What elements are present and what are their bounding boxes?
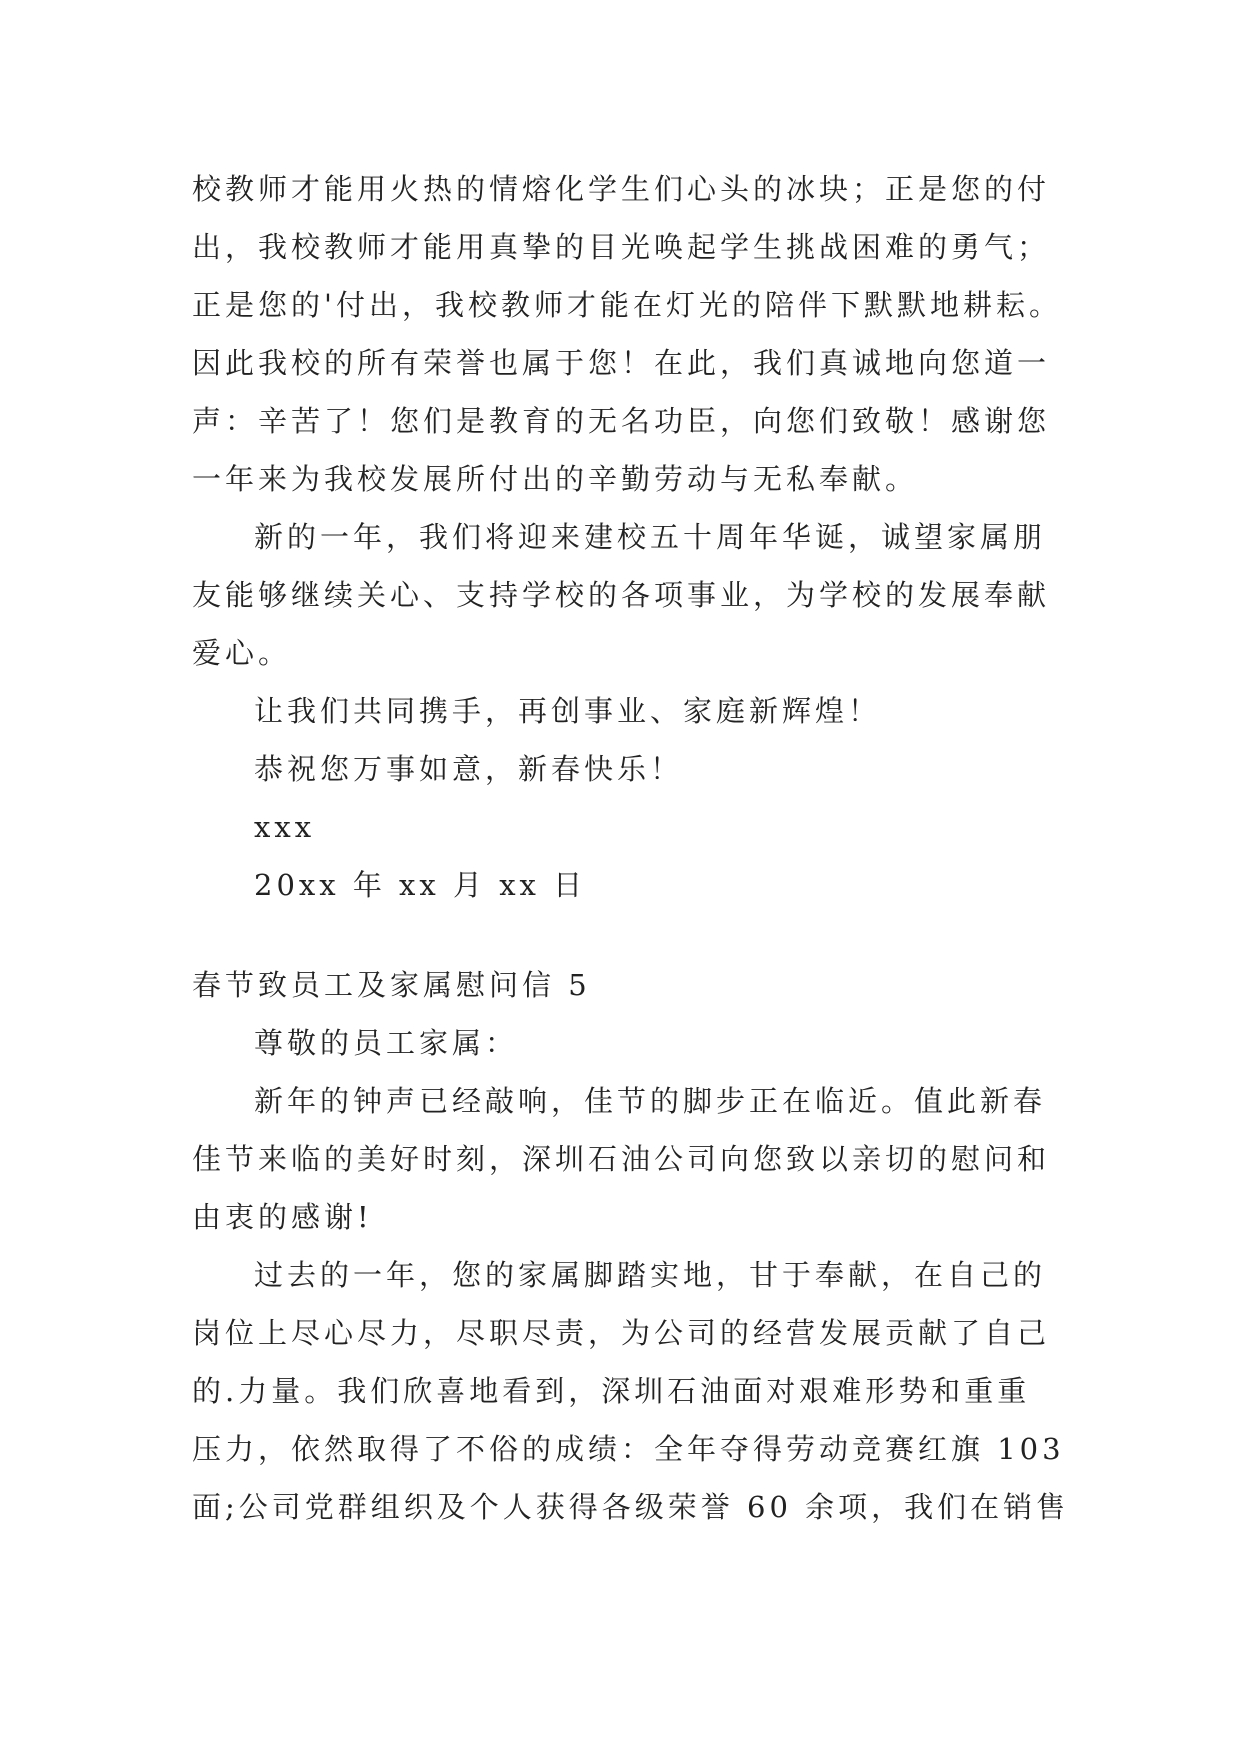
- body-line: 友能够继续关心、支持学校的各项事业，为学校的发展奉献: [192, 578, 1051, 612]
- body-line: 岗位上尽心尽力，尽职尽责，为公司的经营发展贡献了自己: [192, 1316, 1051, 1350]
- body-line: 佳节来临的美好时刻，深圳石油公司向您致以亲切的慰问和: [192, 1142, 1051, 1176]
- section-gap: [192, 914, 1072, 956]
- body-line: 正是您的'付出，我校教师才能在灯光的陪伴下默默地耕耘。: [192, 288, 1062, 322]
- body-line: 爱心。: [192, 636, 292, 670]
- body-line: 面;公司党群组织及个人获得各级荣誉 60 余项，我们在销售: [192, 1490, 1070, 1524]
- body-line: 因此我校的所有荣誉也属于您！在此，我们真诚地向您道一: [192, 346, 1051, 380]
- document-page: [192, 160, 1072, 1536]
- signature: xxx: [254, 810, 316, 844]
- body-line: 的.力量。我们欣喜地看到，深圳石油面对艰难形势和重重: [192, 1374, 1031, 1408]
- body-line: 由衷的感谢!: [192, 1200, 373, 1234]
- closing-line: 恭祝您万事如意，新春快乐！: [254, 752, 684, 786]
- body-line: 出，我校教师才能用真挚的目光唤起学生挑战困难的勇气；: [192, 230, 1051, 264]
- closing-line: 让我们共同携手，再创事业、家庭新辉煌！: [254, 694, 882, 728]
- salutation: 尊敬的员工家属：: [254, 1026, 519, 1060]
- paragraph-start-line: 过去的一年，您的家属脚踏实地，甘于奉献，在自己的: [254, 1258, 1047, 1292]
- paragraph-start-line: 新年的钟声已经敲响，佳节的脚步正在临近。值此新春: [254, 1084, 1047, 1118]
- body-line: 声：辛苦了！您们是教育的无名功臣，向您们致敬！感谢您: [192, 404, 1051, 438]
- date-line: 20xx 年 xx 月 xx 日: [254, 868, 587, 902]
- body-line: 一年来为我校发展所付出的辛勤劳动与无私奉献。: [192, 462, 919, 496]
- section-title: 春节致员工及家属慰问信 5: [192, 968, 591, 1002]
- body-line: 压力，依然取得了不俗的成绩：全年夺得劳动竞赛红旗 103: [192, 1432, 1065, 1466]
- paragraph-start-line: 新的一年，我们将迎来建校五十周年华诞，诚望家属朋: [254, 520, 1047, 554]
- body-line: 校教师才能用火热的情熔化学生们心头的冰块；正是您的付: [192, 172, 1051, 206]
